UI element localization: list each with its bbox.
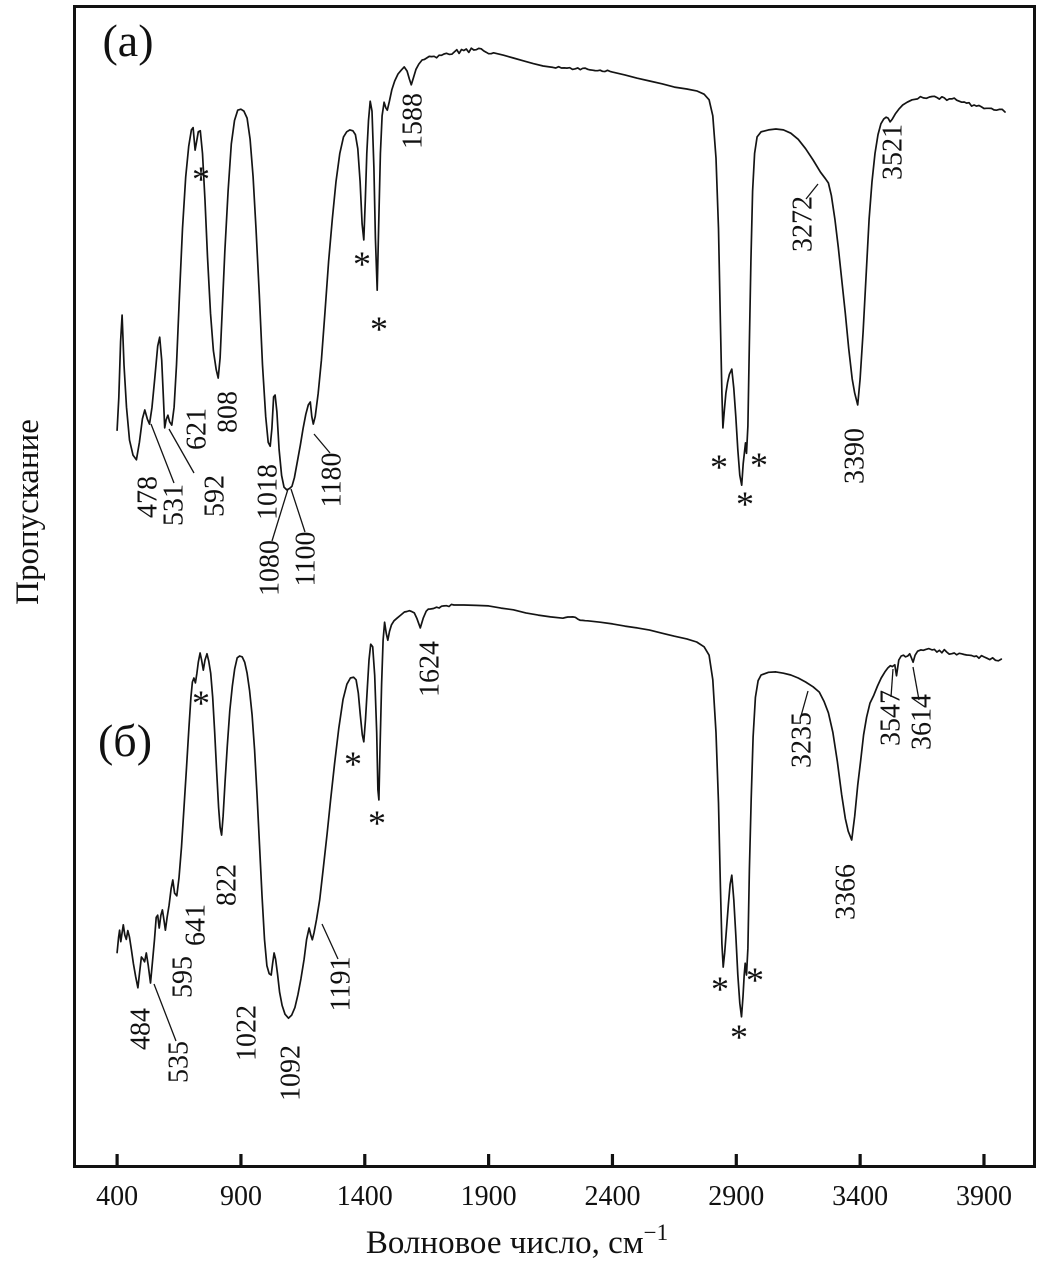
peak-label-a-1080: 1080 [254, 540, 286, 596]
spectrum-curve-a [117, 48, 1005, 490]
peak-label-b-1022: 1022 [231, 1005, 263, 1061]
peak-label-b-822: 822 [211, 864, 243, 906]
x-tick-label: 400 [96, 1181, 139, 1212]
peak-label-a-3272: 3272 [787, 196, 819, 252]
peak-label-b-595: 595 [167, 956, 199, 998]
peak-label-b-1191: 1191 [325, 956, 357, 1012]
spectrum-curve-b [117, 604, 1001, 1018]
peak-label-a-808: 808 [212, 391, 244, 433]
peak-label-b-1624: 1624 [414, 641, 446, 697]
x-axis-title-main: Волновое число, см [365, 1225, 644, 1261]
x-axis-title-superscript: −1 [643, 1220, 669, 1245]
peak-label-b-3366: 3366 [830, 864, 862, 920]
leader-line-b [322, 924, 338, 959]
leader-line-a [291, 489, 305, 532]
leader-line-a [314, 434, 330, 453]
panel-b-label: (б) [97, 715, 153, 766]
spectra-curves [117, 48, 1005, 1018]
x-tick-label: 1400 [336, 1181, 393, 1212]
x-axis-title [366, 1220, 668, 1261]
peak-label-a-478: 478 [132, 476, 164, 518]
peak-label-b-3547: 3547 [875, 690, 907, 746]
x-tick-label: 1900 [460, 1181, 517, 1212]
peak-label-a-1018: 1018 [252, 464, 284, 520]
peak-label-a-3521: 3521 [877, 124, 909, 180]
peak-label-a-621: 621 [181, 408, 213, 450]
asterisk-marker-a: * [750, 445, 768, 485]
peak-label-b-3614: 3614 [906, 694, 938, 750]
asterisk-marker-a: * [353, 244, 371, 284]
peak-annotations [126, 93, 938, 1101]
x-tick-label: 2400 [584, 1181, 641, 1212]
x-tick-label: 3400 [832, 1181, 889, 1212]
peak-label-a-3390: 3390 [839, 428, 871, 484]
y-axis-title: Пропускание [10, 419, 46, 605]
asterisk-marker-b: * [730, 1017, 748, 1057]
asterisk-marker-a: * [710, 447, 728, 487]
asterisk-marker-b: * [711, 969, 729, 1009]
asterisk-marker-a: * [736, 484, 754, 524]
asterisk-marker-b: * [192, 683, 210, 723]
x-axis-ticks [96, 1154, 1012, 1212]
peak-label-b-1092: 1092 [275, 1045, 307, 1101]
peak-label-b-484: 484 [125, 1008, 157, 1050]
x-tick-label: 2900 [708, 1181, 765, 1212]
peak-label-b-3235: 3235 [786, 712, 818, 768]
peak-label-a-592: 592 [199, 475, 231, 517]
x-tick-label: 3900 [955, 1181, 1012, 1212]
asterisk-marker-a: * [192, 159, 210, 199]
x-tick-label: 900 [219, 1181, 262, 1212]
panel-a-label: (а) [102, 15, 154, 66]
peak-label-a-1100: 1100 [290, 531, 322, 587]
peak-label-a-531: 531 [158, 484, 190, 526]
asterisk-marker-a: * [370, 309, 388, 349]
peak-label-a-1180: 1180 [316, 452, 348, 508]
asterisk-marker-b: * [344, 744, 362, 784]
peak-label-b-535: 535 [163, 1041, 195, 1083]
asterisk-marker-b: * [746, 960, 764, 1000]
peak-label-b-641: 641 [180, 904, 212, 946]
peak-label-a-1588: 1588 [397, 93, 429, 149]
asterisk-marker-b: * [368, 803, 386, 843]
